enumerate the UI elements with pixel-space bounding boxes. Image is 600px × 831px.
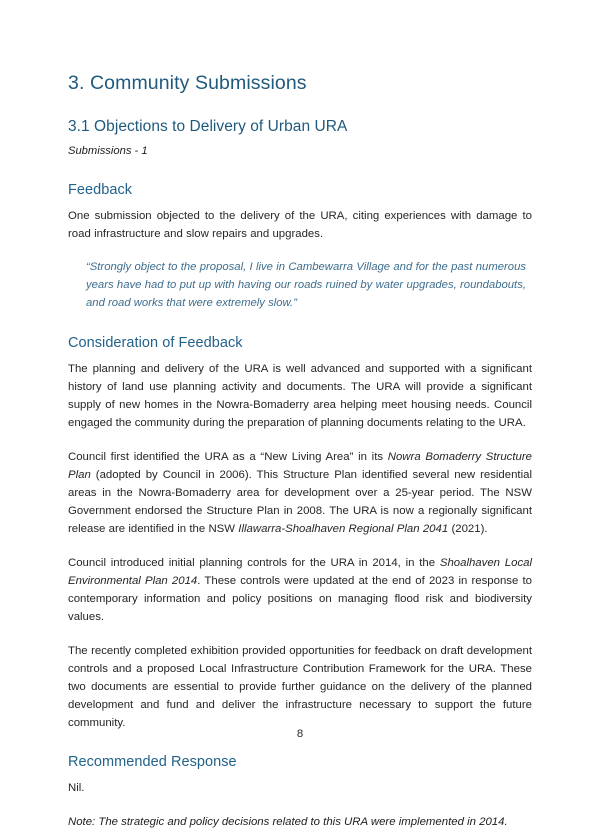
plan-title-illawarra-shoalhaven-regional-plan: Illawarra-Shoalhaven Regional Plan 2041 xyxy=(238,523,449,535)
paragraph-2-text-part-2: (adopted by Council in 2006). This Structure Plan identified several new residential areas in the Nowra-Bomaderry area for development over a 25-year period. The NSW Government endorsed the Structure Plan in 2008. The URA is now a regionally significant release are identified in the NSW xyxy=(68,469,532,535)
recommended-response-heading: Recommended Response xyxy=(68,754,237,770)
plan-title-nowra-bomaderry-structure-plan: Nowra Bomaderry Structure Plan xyxy=(68,451,532,481)
subsection-heading: 3.1 Objections to Delivery of Urban URA xyxy=(68,118,348,135)
paragraph-3-text-part-2: . These controls were updated at the end of 2023 in response to contemporary information and policy positions on managing flood risk and biodiversity values. xyxy=(68,575,532,623)
consideration-heading: Consideration of Feedback xyxy=(68,335,243,351)
recommended-response-value: Nil. xyxy=(68,782,85,794)
page-title: 3. Community Submissions xyxy=(68,72,307,94)
consideration-paragraph-4: The recently completed exhibition provided opportunities for feedback on draft development controls and a proposed Local Infrastructure Contribution Framework for the URA. These two documents are essential to provide further guidance on the delivery of the planned development and fund and deliver the infrastructure necessary to support the future community. xyxy=(68,645,532,729)
consideration-paragraph-3 xyxy=(68,554,532,626)
page-content xyxy=(68,70,532,831)
plan-title-shoalhaven-local-environmental-plan: Shoalhaven Local Environmental Plan 2014 xyxy=(68,557,533,587)
submission-quote: “Strongly object to the proposal, I live in Cambewarra Village and for the past numerous years have had to put up with having our roads ruined by water upgrades, roundabouts, and road works that were extremely slow.” xyxy=(86,261,526,309)
implementation-note: Note: The strategic and policy decisions related to this URA were implemented in 2014. xyxy=(68,816,508,828)
submissions-count: Submissions - 1 xyxy=(68,145,148,157)
paragraph-3-text-part-1: Council introduced initial planning controls for the URA in 2014, in the xyxy=(68,557,440,569)
paragraph-2-text-part-1: Council first identified the URA as a “New Living Area” in its xyxy=(68,451,388,463)
paragraph-2-text-part-3: (2021). xyxy=(448,523,488,535)
feedback-heading: Feedback xyxy=(68,182,133,198)
consideration-paragraph-1: The planning and delivery of the URA is well advanced and supported with a significant history of land use planning activity and documents. The URA will provide a significant supply of new homes in the Nowra-Bomaderry area helping meet housing needs. Council engaged the community during the preparation of planning documents relating to the URA. xyxy=(68,363,532,429)
page-number: 8 xyxy=(296,728,304,740)
consideration-paragraph-2 xyxy=(68,448,532,538)
feedback-paragraph: One submission objected to the delivery of the URA, citing experiences with damage to road infrastructure and slow repairs and upgrades. xyxy=(68,210,532,240)
page-footer xyxy=(0,724,600,742)
